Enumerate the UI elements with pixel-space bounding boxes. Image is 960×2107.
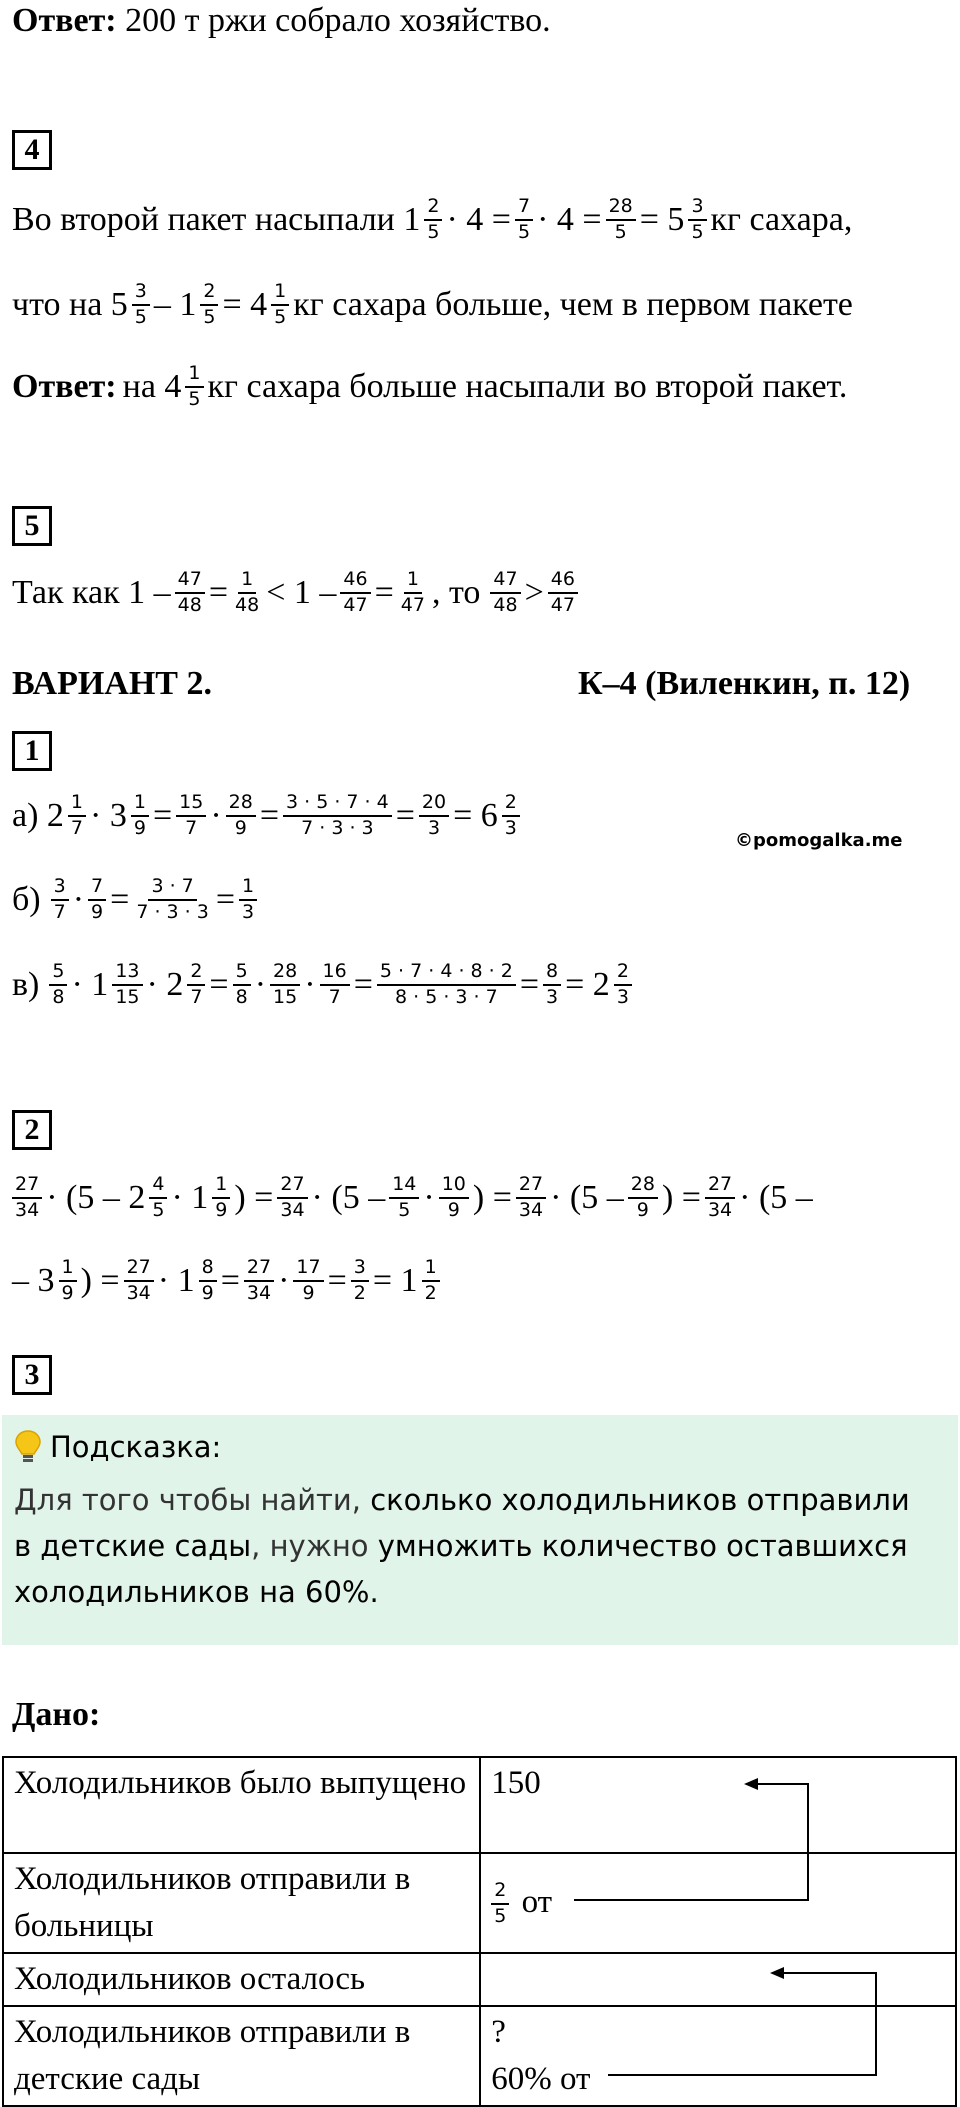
fraction: 1 2	[422, 1258, 440, 1304]
fraction: $\frac{1}{48}$	[235, 568, 260, 616]
arrow-to-total	[574, 1784, 808, 1900]
table-cell-label: Холодильников было выпущено	[3, 1757, 480, 1853]
fraction: $\frac{28}{5}$	[606, 197, 636, 243]
fraction: 47 48	[490, 570, 520, 616]
fraction: 3 7	[51, 877, 69, 923]
task1-line-b: б) 3 7 · $\frac{7}{9}$ = $\frac{3 \cdot 7}{7 \cdot 3 \cdot 3}$ = $\frac{1}{3}$	[12, 877, 261, 923]
answer-text: 200 т ржи собрало хозяйство.	[125, 2, 551, 39]
fraction: 13 15	[112, 962, 142, 1008]
fraction: 1 5	[271, 282, 289, 328]
fraction: 2 5	[424, 197, 442, 243]
fraction: $\frac{1}{3}$	[239, 877, 257, 923]
task4-line2: что на 5 3 5 – 1 $\frac{2}{5}$ = 4 1 5 кг сахара больше, чем в первом пакете	[12, 280, 853, 328]
fraction: $\frac{17}{9}$	[293, 1258, 323, 1304]
fraction: 27 34	[12, 1175, 42, 1221]
task-number-5: 5	[12, 506, 52, 546]
fraction: $\frac{7}{9}$	[88, 877, 106, 923]
fraction: $\frac{2}{5}$	[200, 282, 218, 328]
task1-line-a: а) 2 1 7 · 3 $\frac{1}{9}$ = $\frac{15}{7}$ · $\frac{28}{9}$ = $\frac{3 \cdot 5 \cdot 7 \cdot 4}{7 \cdot 3 \cdot 3}$ = $\frac{20}{3}$ = 6 2 3	[12, 793, 524, 839]
hint-text: Для того чтобы найти, сколько холодильников отправили в детские сады, нужно умножить количество оставшихся холодильников на 60%.	[14, 1483, 910, 1609]
fraction: $\frac{27}{34}$	[124, 1258, 154, 1304]
fraction: 3 5	[688, 197, 706, 243]
fraction: $\frac{16}{7}$	[320, 962, 350, 1008]
fraction: $\frac{3 \cdot 5 \cdot 7 \cdot 4}{7 \cdot 3 \cdot 3}$	[283, 793, 392, 839]
watermark: ©pomogalka.me	[735, 830, 903, 851]
fraction: $\frac{8}{9}$	[199, 1258, 217, 1304]
table-cell-value: ? 60% от	[480, 2006, 956, 2106]
table-cell-label: Холодильников отправили в детские сады	[3, 2006, 480, 2106]
given-title: Дано:	[12, 1696, 101, 1733]
fraction: $\frac{27}{34}$	[277, 1175, 307, 1221]
fraction: 28 9	[628, 1175, 658, 1221]
fraction: $\frac{5 \cdot 7 \cdot 4 \cdot 8 \cdot 2}{8 \cdot 5 \cdot 3 \cdot 7}$	[377, 962, 516, 1008]
arrowhead	[744, 1778, 758, 1790]
task4-answer: Ответ: на 4 1 5 кг сахара больше насыпали во второй пакет.	[12, 362, 848, 410]
hint-title: Подсказка:	[14, 1429, 221, 1465]
table-cell-label: Холодильников отправили в больницы	[3, 1853, 480, 1953]
task2-line1: 27 34 · (5 – 2 4 5 · 1 1 9 ) = $\frac{27}{34}$ · (5 – 14 5 · 10 9 ) = $\frac{27}{34}$ · (5 – 28 9 ) = $\frac{27}{34}$ · (5 –	[12, 1175, 813, 1221]
fraction: $\frac{2}{5}$	[491, 1881, 509, 1927]
fraction: $\frac{27}{34}$	[705, 1175, 735, 1221]
fraction: 1 9	[59, 1258, 77, 1304]
fraction: $\frac{3}{2}$	[351, 1258, 369, 1304]
table-cell-label: Холодильников осталось	[3, 1953, 480, 2006]
task2-line2: – 3 1 9 ) = $\frac{27}{34}$ · 1 $\frac{8}{9}$ = $\frac{27}{34}$ · $\frac{17}{9}$ = $\frac{3}{2}$ = 1 1 2	[12, 1258, 444, 1304]
fraction: $\frac{8}{3}$	[543, 962, 561, 1008]
task4-line1: Во второй пакет насыпали 1 2 5 · 4 = $\frac{7}{5}$ · 4 = $\frac{28}{5}$ = 5 3 5 кг сахара,	[12, 195, 853, 243]
fraction: 1 5	[185, 364, 203, 410]
answer-label: Ответ:	[12, 367, 117, 405]
fraction: 28 15	[270, 962, 300, 1008]
fraction: $\frac{46}{47}$	[340, 570, 370, 616]
fraction: $\frac{27}{34}$	[244, 1258, 274, 1304]
task-number-1: 1	[12, 731, 52, 771]
fraction: 14 5	[389, 1175, 419, 1221]
fraction: 46 47	[548, 570, 578, 616]
fraction: 1 7	[68, 793, 86, 839]
task-number-4: 4	[12, 130, 52, 170]
fraction: $\frac{5}{8}$	[233, 962, 251, 1008]
arrowhead	[770, 1967, 784, 1979]
variant-title: ВАРИАНТ 2.	[12, 665, 212, 702]
fraction: $\frac{1}{9}$	[131, 793, 149, 839]
fraction: $\frac{20}{3}$	[419, 793, 449, 839]
task-number-3: 3	[12, 1355, 52, 1395]
fraction: $\frac{28}{9}$	[226, 793, 256, 839]
variant-ref: К–4 (Виленкин, п. 12)	[578, 665, 911, 702]
fraction: 4 5	[149, 1175, 167, 1221]
fraction: 3 5	[132, 282, 150, 328]
fraction: $\frac{27}{34}$	[516, 1175, 546, 1221]
arrow-to-remaining	[608, 1973, 876, 2075]
task1-line-c: в) 5 8 · 1 13 15 · 2 $\frac{2}{7}$ = $\frac{5}{8}$ · 28 15 · $\frac{16}{7}$ = $\frac{5 \cdot 7 \cdot 4 \cdot 8 \cdot 2}{8 \cdot 5 \cdot 3 \cdot 7}$ = $\frac{8}{3}$ = 2 2 3	[12, 962, 636, 1008]
fraction: $\frac{2}{7}$	[187, 962, 205, 1008]
answer-label: Ответ:	[12, 2, 117, 39]
fraction: 10 9	[439, 1175, 469, 1221]
task-number-2: 2	[12, 1110, 52, 1150]
fraction: $\frac{7}{5}$	[515, 197, 533, 243]
fraction: $\frac{1}{47}$	[400, 568, 425, 616]
table-cell-value: 150	[480, 1757, 956, 1853]
fraction: 2 3	[614, 962, 632, 1008]
fraction: 1 9	[212, 1175, 230, 1221]
fraction: $\frac{15}{7}$	[176, 793, 206, 839]
fraction: 2 3	[502, 793, 520, 839]
fraction: $\frac{47}{48}$	[175, 570, 205, 616]
fraction: 5 8	[49, 962, 67, 1008]
fraction: $\frac{3 \cdot 7}{7 \cdot 3 \cdot 3}$	[136, 875, 209, 923]
task5-line: Так как 1 – $\frac{47}{48}$ = $\frac{1}{48}$ < 1 – $\frac{46}{47}$ = $\frac{1}{47}$ , то 47 48 > 46 47	[12, 570, 582, 616]
table-cell-value: $\frac{2}{5}$ от	[480, 1853, 956, 1953]
